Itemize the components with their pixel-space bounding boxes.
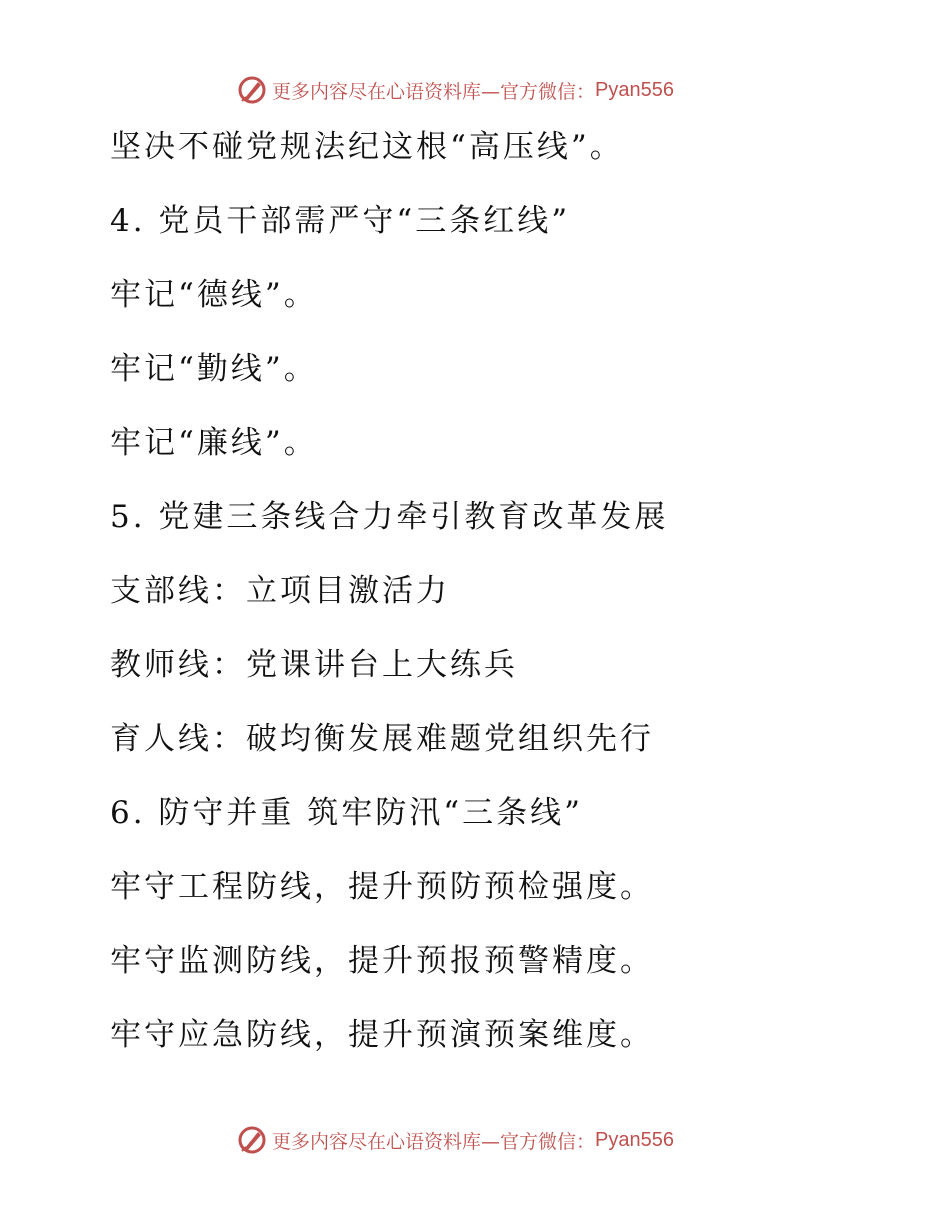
document-body bbox=[110, 118, 910, 1080]
text-line: 牢记“勤线”。 bbox=[110, 351, 318, 387]
section-heading: 6. 防守并重 筑牢防汛“三条线” bbox=[110, 795, 583, 831]
text-line: 支部线：立项目激活力 bbox=[110, 573, 450, 609]
watermark-id: Pyan556 bbox=[595, 1128, 674, 1151]
footer-watermark bbox=[236, 1122, 674, 1158]
header-watermark bbox=[236, 72, 674, 108]
watermark-id: Pyan556 bbox=[595, 78, 674, 101]
section-heading: 5. 党建三条线合力牵引教育改革发展 bbox=[110, 499, 669, 535]
watermark-text: 更多内容尽在心语资料库—官方微信： bbox=[272, 1130, 596, 1153]
text-line: 牢守应急防线，提升预演预案维度。 bbox=[110, 1017, 654, 1053]
text-line: 育人线：破均衡发展难题党组织先行 bbox=[110, 721, 654, 757]
text-line: 教师线：党课讲台上大练兵 bbox=[110, 647, 518, 683]
text-line: 坚决不碰党规法纪这根“高压线”。 bbox=[110, 129, 624, 165]
text-line: 牢记“德线”。 bbox=[110, 277, 318, 313]
quill-logo-icon bbox=[236, 1124, 268, 1156]
text-line: 牢守工程防线，提升预防预检强度。 bbox=[110, 869, 654, 905]
watermark-text: 更多内容尽在心语资料库—官方微信： bbox=[272, 80, 596, 103]
text-line: 牢守监测防线，提升预报预警精度。 bbox=[110, 943, 654, 979]
quill-logo-icon bbox=[236, 74, 268, 106]
text-line: 牢记“廉线”。 bbox=[110, 425, 318, 461]
section-heading: 4. 党员干部需严守“三条红线” bbox=[110, 203, 571, 239]
